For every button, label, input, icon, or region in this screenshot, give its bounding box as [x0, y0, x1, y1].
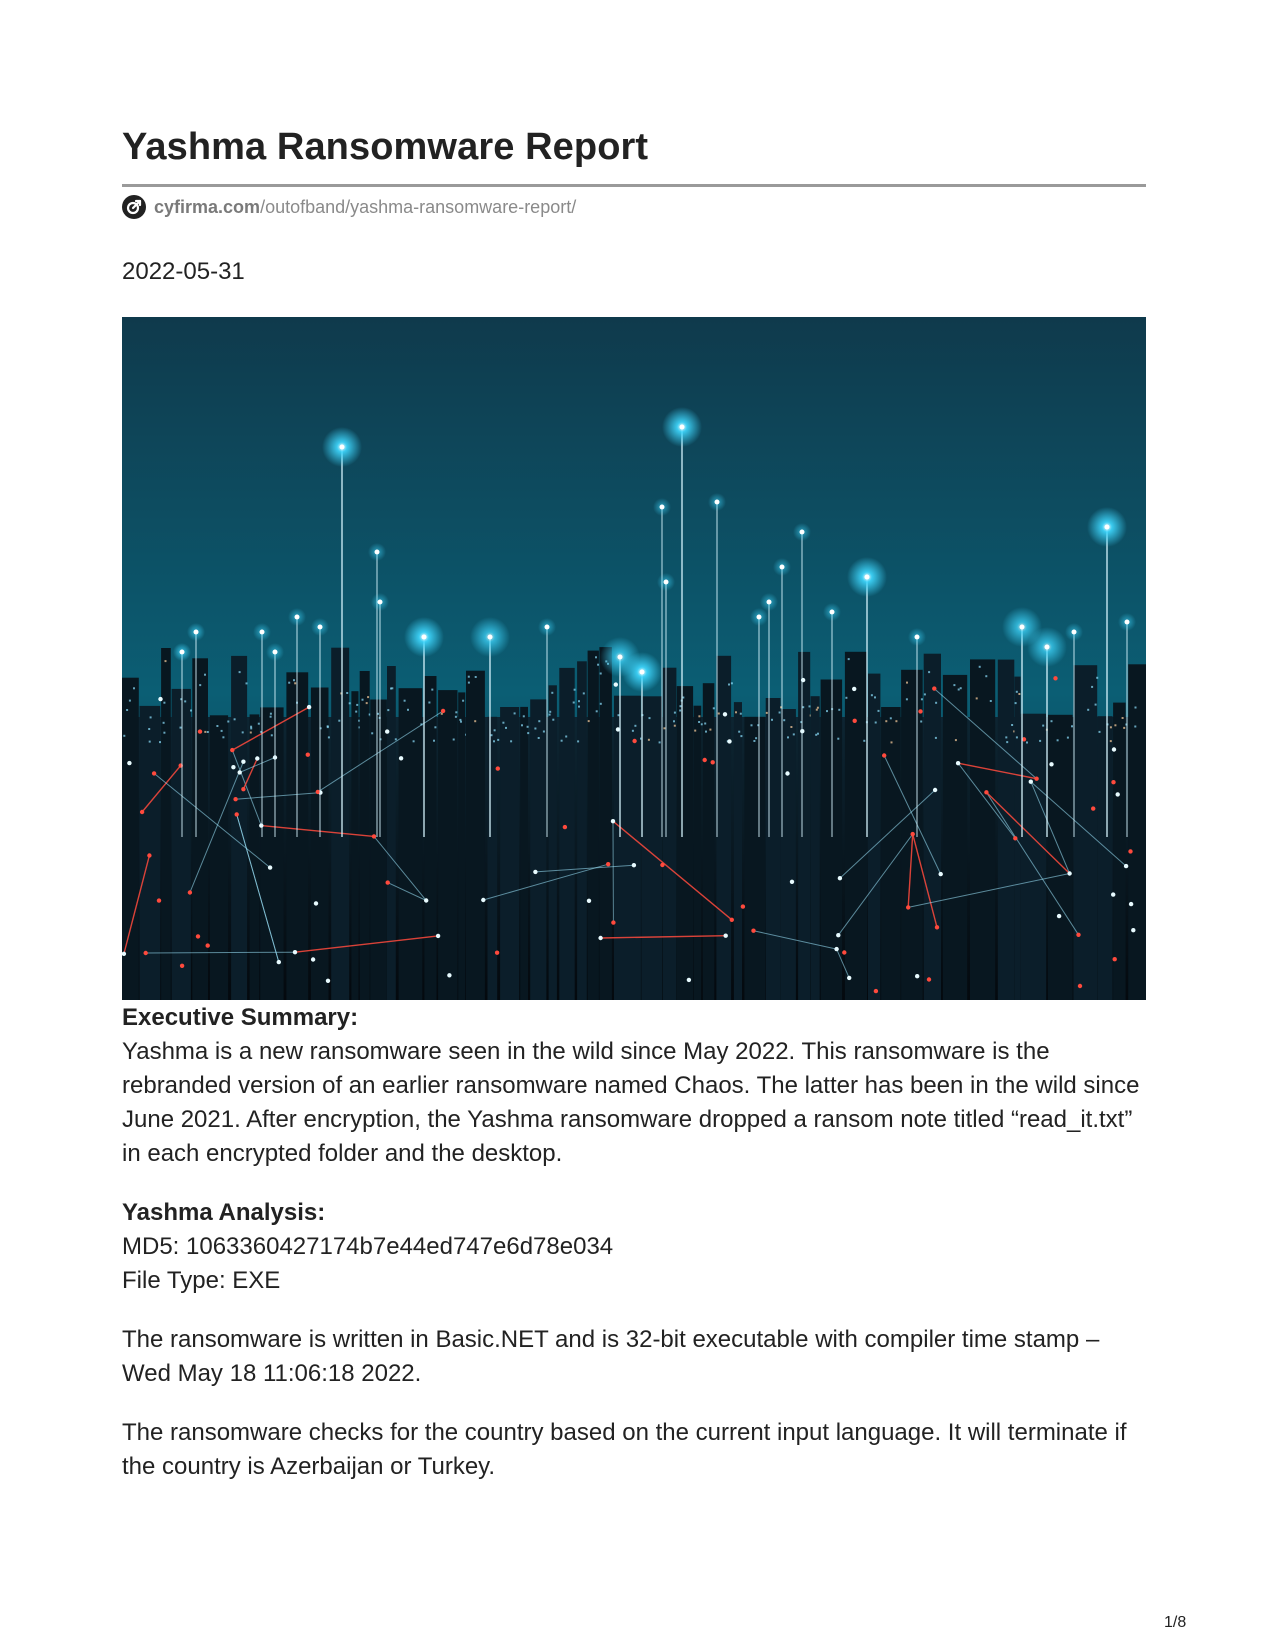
source-domain[interactable]: cyfirma.com: [154, 196, 261, 217]
page-title: Yashma Ransomware Report: [122, 126, 649, 168]
analysis-paragraph-2: The ransomware checks for the country based on the current input language. It will terminate if the country is Azerbaijan or Turkey.: [122, 1419, 1127, 1480]
page-number: 1/8: [1164, 1614, 1187, 1631]
source-path[interactable]: /outofband/yashma-ransomware-report/: [260, 196, 577, 217]
md5-line: MD5: 1063360427174b7e44ed747e6d78e034: [122, 1233, 614, 1260]
title-divider: [122, 184, 1146, 187]
executive-summary-heading: Executive Summary:: [122, 1004, 359, 1031]
city-network-image: [122, 317, 1146, 1000]
executive-summary-text: Yashma is a new ransomware seen in the wild since May 2022. This ransomware is the rebranded version of an earlier ransomware named Chaos. The latter has been in the wild since June 2021. After encryption, the Yashma ransomware dropped a ransom note titled “read_it.txt” in each encrypted folder and the desktop.: [122, 1038, 1140, 1167]
article-body: [122, 1001, 1146, 1484]
publish-date: 2022-05-31: [122, 258, 245, 285]
external-link-icon: [122, 195, 146, 219]
analysis-heading: Yashma Analysis:: [122, 1199, 326, 1226]
source-link[interactable]: [122, 194, 576, 220]
analysis-paragraph-1: The ransomware is written in Basic.NET and is 32-bit executable with compiler time stamp – Wed May 18 11:06:18 2022.: [122, 1326, 1100, 1387]
file-type-line: File Type: EXE: [122, 1267, 281, 1294]
